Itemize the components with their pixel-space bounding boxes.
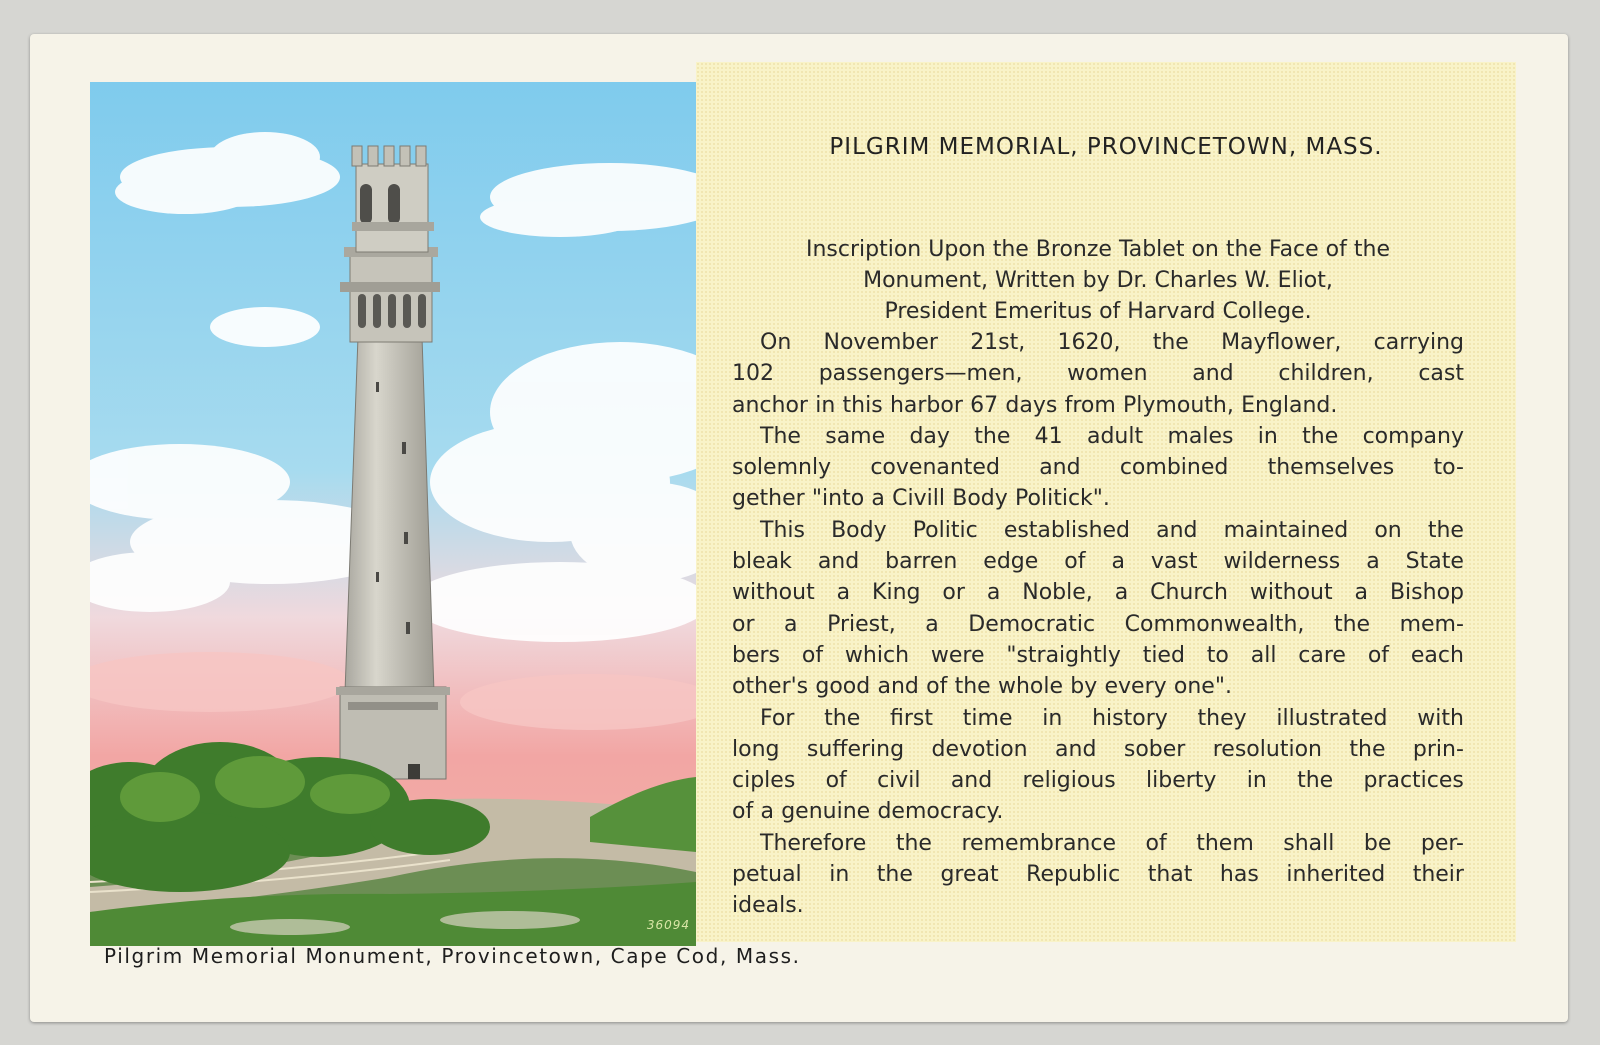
inscription-line: For the first time in history they illustrated with [760,705,1464,731]
monument-illustration [90,82,696,946]
inscription-line: This Body Politic established and maintained on the [760,517,1464,543]
inscription-line: or a Priest, a Democratic Commonwealth, the mem- [732,611,1464,637]
inscription-header [732,234,1464,327]
inscription-line: of a genuine democracy. [732,799,1004,825]
inscription-line: The same day the 41 adult males in the company [760,423,1464,449]
inscription-line: ideals. [732,893,804,919]
inscription-line: ciples of civil and religious liberty in the practices [732,768,1464,794]
postcard [30,34,1568,1022]
tower-illustration-svg [90,82,696,946]
inscription-body [732,327,1464,922]
inscription-header-line: Monument, Written by Dr. Charles W. Eliot, [863,268,1333,293]
inscription-line: anchor in this harbor 67 days from Plymouth, England. [732,392,1338,418]
inscription-header-line: Inscription Upon the Bronze Tablet on the Face of the [806,237,1390,262]
inscription-line: Therefore the remembrance of them shall be per- [760,830,1464,856]
inscription-line: long suffering devotion and sober resolution the prin- [732,736,1464,762]
inscription-line: bleak and barren edge of a vast wilderness a State [732,549,1464,575]
postcard-caption: Pilgrim Memorial Monument, Provincetown, Cape Cod, Mass. [104,944,801,968]
inscription-line: bers of which were "straightly tied to all care of each [732,642,1464,668]
headline: PILGRIM MEMORIAL, PROVINCETOWN, MASS. [829,134,1383,160]
inscription-line: gether "into a Civill Body Politick". [732,486,1110,512]
inscription-line: other's good and of the whole by every one". [732,674,1232,700]
inscription-line: solemnly covenanted and combined themselves to- [732,455,1464,481]
inscription-line: without a King or a Noble, a Church without a Bishop [732,580,1464,606]
inscription-line: 102 passengers—men, women and children, cast [732,361,1464,387]
text-panel [696,62,1516,942]
plate-number: 36094 [646,918,690,932]
inscription-line: petual in the great Republic that has inherited their [732,862,1464,888]
inscription-header-line: President Emeritus of Harvard College. [884,299,1312,324]
inscription-line: On November 21st, 1620, the Mayflower, carrying [760,330,1464,355]
